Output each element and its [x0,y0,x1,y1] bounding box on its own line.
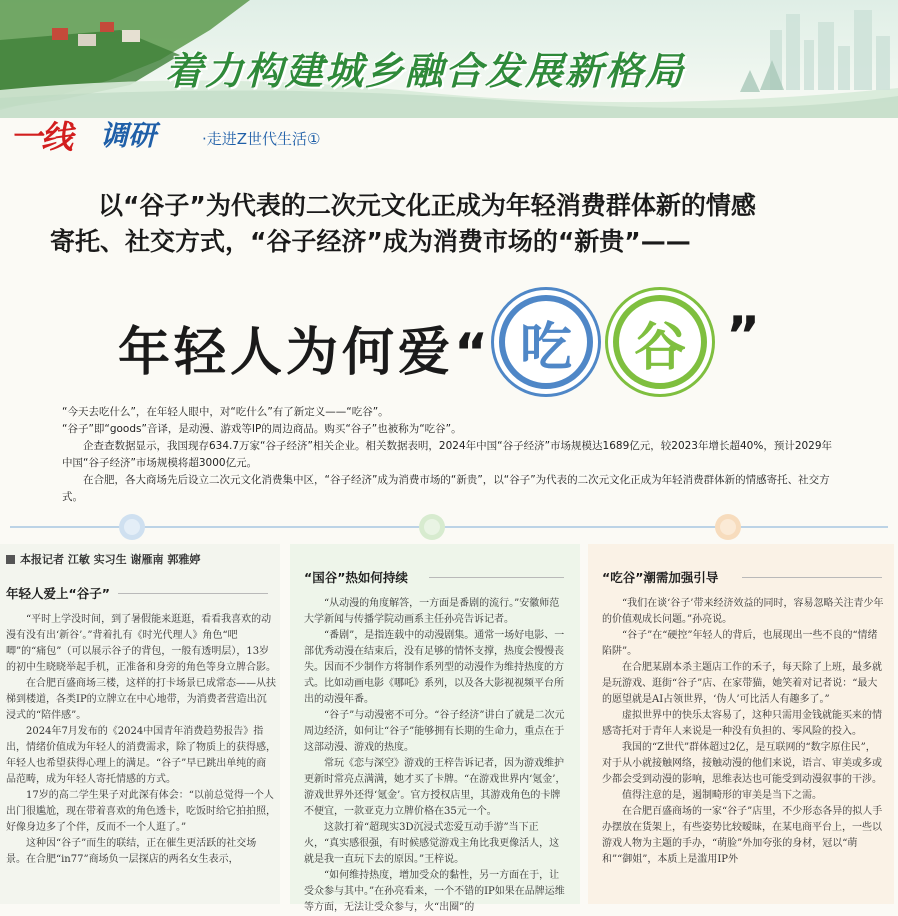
headline-circle-gu [608,290,712,394]
byline-text: 本报记者 江敏 实习生 谢雁南 郭雅婷 [20,553,201,566]
headline-char-chi: 吃 [505,301,587,383]
body-paragraph: 常玩《恋与深空》游戏的王梓告诉记者，因为游戏维护更新时常亮点满满，她才买了卡牌。“在游戏世界内‘氪金’，游戏世界外还得‘氪金’。官方授权店里，其游戏角色的卡牌不便宜，一款亚克力立牌价格在35元一个。 [304,758,566,817]
body-paragraph: 值得注意的是，遏制畸形的审美是当下之需。 [622,790,822,801]
body-paragraph: “番剧”，是指连载中的动漫剧集。通常一场好电影、一部优秀动漫在结束后，没有足够的情怀支撑，热度会慢慢丧失。因而不少制作方将制作系列型的动漫作为维持热度的方式。比如动画电影《哪吒》系列，以及各大影视视频平台所出的动漫年番。 [304,630,565,705]
lead-line-1: 以“谷子”为代表的二次元文化正成为年轻消费群体新的情感 [98,191,756,220]
middle-column [290,544,580,913]
intro-paragraph: “今天去吃什么”，在年轻人眼中，对“吃什么”有了新定义——“吃谷”。 [62,406,389,418]
subhead [304,570,568,586]
main-headline [118,290,838,400]
body-paragraph: 在合肥百盛商场三楼，这样的打卡场景已成常态——从扶梯到楼道，各类IP的立牌立在中心地带，为消费者营造出沉浸式的“陪伴感”。 [6,678,276,721]
page-banner [0,0,898,118]
column-badge [10,112,370,162]
subhead-text: 年轻人爱上“谷子” [6,586,110,601]
right-column [588,544,894,904]
body-paragraph: “谷子”与动漫密不可分。“谷子经济”讲白了就是二次元周边经济，如何让“谷子”能够拥有长期的生命力，重点在于这部动漫、游戏的热度。 [304,710,565,753]
byline-square-icon [6,555,15,564]
body-paragraph: 2024年7月发布的《2024中国青年消费趋势报告》指出，情绪价值成为年轻人的消费需求，除了物质上的获得感，年轻人也希望获得心理上的满足。“谷子”早已跳出单纯的商品范畴，成为年轻人寄托情感的方式。 [6,726,276,785]
body-paragraph: “如何维持热度，增加受众的黏性，另一方面在于，让受众参与其中。”在孙亮看来，一个不错的IP如果在品牌运维等方面，无法让受众参与，火“出圈”的 [304,870,565,913]
subhead-rule [742,577,882,578]
body-paragraph: “平时上学没时间，到了暑假能来逛逛，看看我喜欢的动漫有没有出‘新谷’。”背着扎有《时光代理人》角色“吧唧”的“痛包”（可以展示谷子的背包，一般有透明层），13岁的初中生晓晓举起手机，正准备和身旁的角色等身立牌合影。 [6,614,276,673]
intro-paragraph: “谷子”即“goods”音译，是动漫、游戏等IP的周边商品。购买“谷子”也被称为“吃谷”。 [62,423,462,435]
body-paragraph: 这种因“谷子”而生的联结，正在催生更活跃的社交场景。在合肥“in77”商场负一层探店的两名女生表示， [6,838,257,865]
lead-line-2: 寄托、社交方式，“谷子经济”成为消费市场的“新贵”—— [50,227,691,256]
banner-title: 着力构建城乡融合发展新格局 [165,49,686,93]
intro-paragraph: 企查查数据显示，我国现存634.7万家“谷子经济”相关企业。相关数据表明，2024年中国“谷子经济”市场规模达1689亿元，较2023年增长超40%，预计2029年中国“谷子经济”市场规模将超3000亿元。 [62,440,833,469]
subhead-rule [429,577,564,578]
subhead-rule [118,593,268,594]
body-paragraph: 这款打着“超现实3D沉浸式恋爱互动手游”当下正火，“真实感很强，有时候感觉游戏主角比我更像活人，这就是我一直玩下去的原因。”王梓说。 [304,822,560,865]
column-name-red: 一线 [10,118,73,156]
headline-char-gu: 谷 [619,301,701,383]
body-paragraph: “谷子”在“硬控”年轻人的背后，也展现出一些不良的“情绪陷阱”。 [602,630,878,657]
body-paragraph: 在合肥百盛商场的一家“谷子”店里，不少形态各异的拟人手办摆放在货架上，有些姿势比较暧昧，在某电商平台上，一些以游戏人物为主题的手办，“萌脸”外加夸张的身材，冠以“萌和”“御姐”，本质上是滥用IP外 [602,806,883,865]
body-paragraph: 17岁的高二学生果子对此深有体会：“以前总觉得一个人出门很尴尬，现在带着喜欢的角色透卡，吃饭时给它拍拍照，好像身边多了个伴，反而不一个人逛了。” [6,790,276,833]
body-paragraph: “我们在谈‘谷子’带来经济效益的同时，容易忽略关注青少年的价值观成长问题。”孙亮说。 [602,598,884,625]
intro-paragraph: 在合肥，各大商场先后设立二次元文化消费集中区，“谷子经济”成为消费市场的“新贵”，以“谷子”为代表的二次元文化正成为年轻消费群体新的情感寄托、社交方式。 [62,474,830,503]
byline [6,552,276,568]
headline-text: 年轻人为何爱“ [118,323,493,383]
subhead-text: “国谷”热如何持续 [304,570,408,585]
subhead [602,570,884,586]
intro-section [62,404,838,506]
subhead-text: “吃谷”潮需加强引导 [602,570,719,585]
series-label: ·走进Z世代生活① [202,130,321,148]
left-column [0,544,280,904]
subhead [6,586,276,602]
column-name-blue: 调研 [100,119,157,152]
lead-headline [50,188,850,260]
body-paragraph: 在合肥某剧本杀主题店工作的禾子，每天除了上班，最多就是玩游戏、逛街“谷子”店、在家带猫，她笑着对记者说：“最大的愿望就是AI占领世界，‘伪人’可比活人有趣多了。” [602,662,882,705]
section-divider [0,512,898,542]
headline-circle-chi [494,290,598,394]
headline-closing-quote: ” [726,306,761,366]
body-paragraph: 虚拟世界中的快乐太容易了，这种只需用金钱就能买来的情感寄托对于青年人来说是一种没有负担的、零风险的投入。 [602,710,882,737]
body-paragraph: 我国的“Z世代”群体超过2亿，是互联网的“数字原住民”，对于从小就接触网络，接触动漫的他们来说，语言、审美或多或少都会受到动漫的影响，思维表达也可能受到动漫叙事的干涉。 [602,742,882,785]
body-paragraph: “从动漫的角度解答，一方面是番剧的流行。”安徽师范大学新闻与传播学院动画系主任孙亮告诉记者。 [304,598,560,625]
